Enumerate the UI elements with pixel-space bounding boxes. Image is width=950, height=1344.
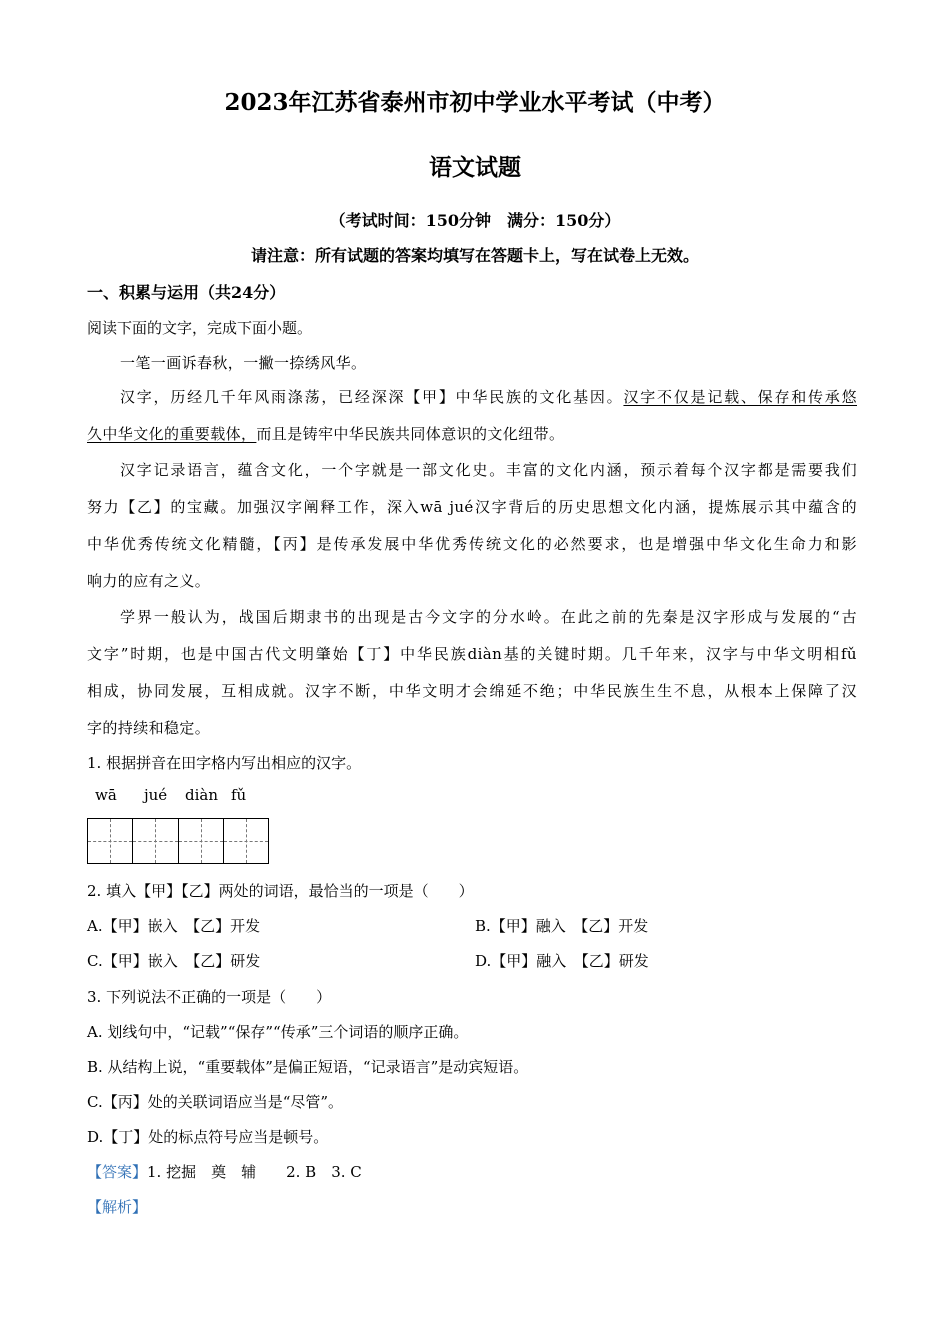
- time-info: （考试时间：150分钟 满分：150分）: [329, 211, 621, 230]
- pinyin-fu: fǔ: [231, 786, 247, 804]
- passage-paragraph-3-line-4: 响力的应有之义。: [87, 572, 211, 590]
- question-2-stem: 2. 填入【甲】【乙】两处的词语，最恰当的一项是（ ）: [87, 882, 474, 900]
- passage-paragraph-3-line-3: 中华优秀传统文化精髓，【丙】是传承发展中华优秀传统文化的必然要求，也是增强中华文化生命力和影: [87, 535, 857, 553]
- question-3-stem: 3. 下列说法不正确的一项是（ ）: [87, 988, 332, 1006]
- tianzige-cell: [88, 819, 133, 863]
- q3-option-b: B. 从结构上说，“重要载体”是偏正短语，“记录语言”是动宾短语。: [87, 1058, 529, 1076]
- answer-line: [87, 1161, 857, 1183]
- pinyin-wa: wā: [95, 786, 117, 804]
- tianzige-grid: [87, 818, 269, 864]
- analysis-label: 【解析】: [87, 1198, 148, 1216]
- p2-text-b: 而且是铸牢中华民族共同体意识的文化纽带。: [256, 425, 565, 443]
- passage-paragraph-4-line-2: 文字”时期，也是中国古代文明肇始【丁】中华民族diàn基的关键时期。几千年来，汉字与中华文明相fǔ: [87, 645, 857, 663]
- q3-option-c: C.【丙】处的关联词语应当是“尽管”。: [87, 1093, 344, 1111]
- tianzige-cell: [179, 819, 224, 863]
- q3-option-a: A. 划线句中，“记载”“保存”“传承”三个词语的顺序正确。: [87, 1023, 469, 1041]
- passage-paragraph-1: 一笔一画诉春秋，一撇一捺绣风华。: [120, 354, 367, 372]
- answer-label: 【答案】: [87, 1163, 148, 1181]
- passage-paragraph-2-line-1: [120, 386, 857, 408]
- passage-paragraph-4-line-3: 相成，协同发展，互相成就。汉字不断，中华文明才会绵延不绝；中华民族生生不息，从根本上保障了汉: [87, 682, 857, 700]
- pinyin-dian: diàn: [185, 786, 219, 804]
- section-intro: 阅读下面的文字，完成下面小题。: [87, 319, 313, 337]
- question-1-stem: 1. 根据拼音在田字格内写出相应的汉字。: [87, 754, 362, 772]
- passage-paragraph-3-line-2: 努力【乙】的宝藏。加强汉字阐释工作，深入wā jué汉字背后的历史思想文化内涵，提炼展示其中蕴含的: [87, 498, 857, 516]
- p2-text-a: 汉字，历经几千年风雨涤荡，已经深深【甲】中华民族的文化基因。: [120, 388, 624, 406]
- underlined-sentence-part-1: 汉字不仅是记载、保存和传承悠: [623, 388, 857, 406]
- q2-option-b: B.【甲】融入 【乙】开发: [475, 917, 649, 935]
- subject-title: 语文试题: [429, 154, 521, 181]
- q2-option-d: D.【甲】融入 【乙】研发: [475, 952, 649, 970]
- section-heading: 一、积累与运用（共24分）: [87, 283, 286, 302]
- answer-text: 1. 挖掘 奠 辅 2. B 3. C: [147, 1163, 362, 1181]
- q3-option-d: D.【丁】处的标点符号应当是顿号。: [87, 1128, 329, 1146]
- tianzige-cell: [133, 819, 178, 863]
- underlined-sentence-part-2: 久中华文化的重要载体，: [87, 425, 257, 443]
- passage-paragraph-4-line-4: 字的持续和稳定。: [87, 719, 211, 737]
- q2-option-a: A.【甲】嵌入 【乙】开发: [87, 917, 261, 935]
- passage-paragraph-4-line-1: 学界一般认为，战国后期隶书的出现是古今文字的分水岭。在此之前的先秦是汉字形成与发展的“古: [120, 608, 857, 626]
- pinyin-jue: jué: [144, 786, 168, 804]
- q2-option-c: C.【甲】嵌入 【乙】研发: [87, 952, 261, 970]
- tianzige-cell: [224, 819, 268, 863]
- exam-title: 2023年江苏省泰州市初中学业水平考试（中考）: [224, 89, 726, 116]
- passage-paragraph-2-line-2: [87, 423, 857, 445]
- notice: 请注意：所有试题的答案均填写在答题卡上，写在试卷上无效。: [250, 246, 699, 265]
- passage-paragraph-3-line-1: 汉字记录语言，蕴含文化，一个字就是一部文化史。丰富的文化内涵，预示着每个汉字都是需要我们: [120, 461, 857, 479]
